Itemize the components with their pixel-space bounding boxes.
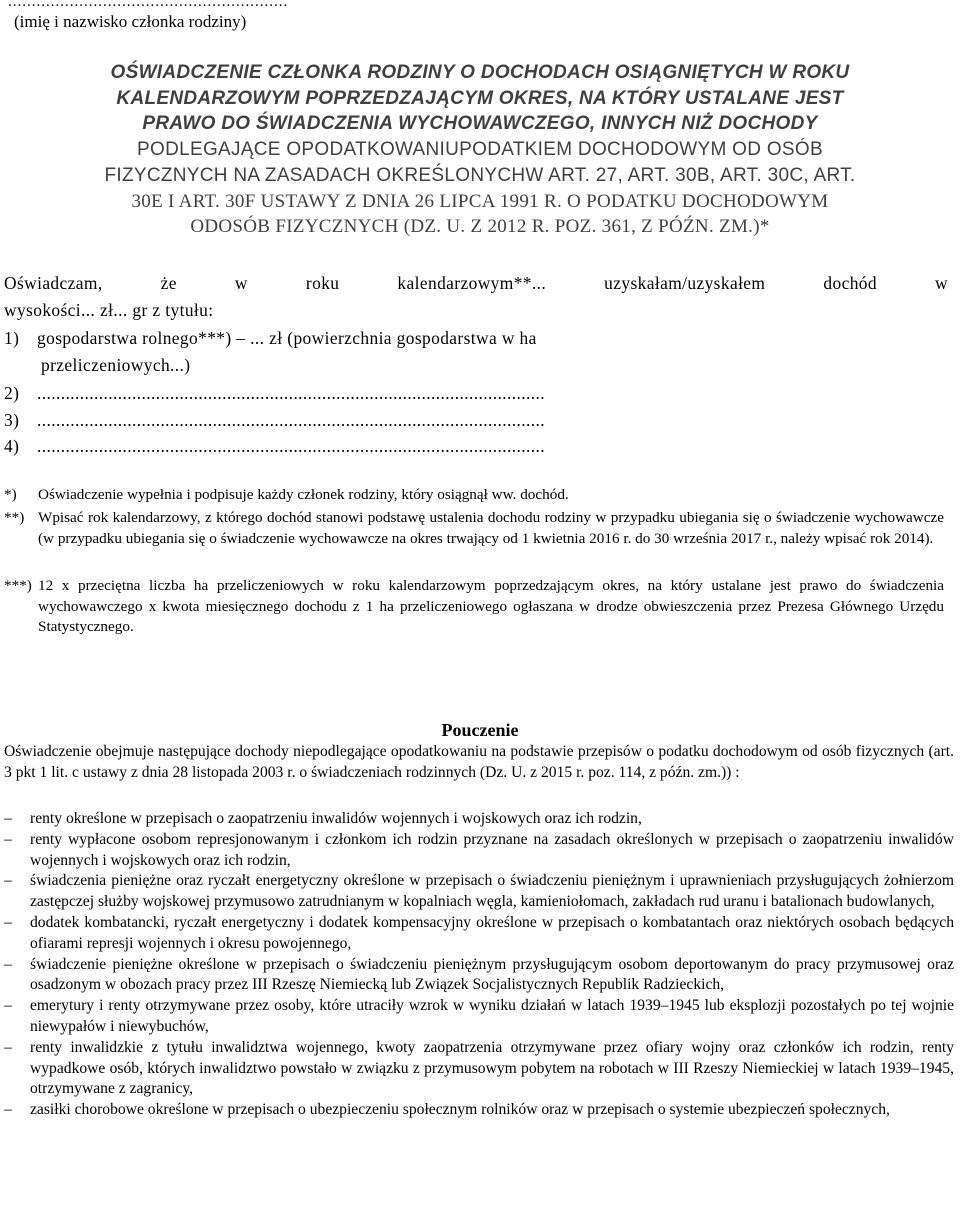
list-item xyxy=(4,1038,954,1100)
list-item-text: dodatek kombatancki, ryczałt energetyczny i dodatek kompensacyjny określone w przepisach o kombatantach oraz niektórych osobach będących ofiarami represji wojennych i okresu powojennego, xyxy=(30,913,954,952)
income-item-2-number: 2) xyxy=(4,383,20,403)
list-item xyxy=(4,1100,954,1121)
name-caption: (imię i nazwisko członka rodziny) xyxy=(14,12,247,31)
title-line-7: ODOSÓB FIZYCZNYCH (DZ. U. Z 2012 R. POZ. 361, Z PÓŹN. ZM.)* xyxy=(190,216,770,238)
footnote-3 xyxy=(4,576,944,638)
income-item-1 xyxy=(4,326,948,350)
list-item-text: emerytury i renty otrzymywane przez osoby, które utraciły wzrok w wyniku działań w latach 1939–1945 lub eksplozji pozostałych po tej wojnie niewypałów i niewybuchów, xyxy=(30,997,954,1035)
exempt-income-list xyxy=(4,809,954,1121)
footnote-2-mark: **) xyxy=(4,509,25,526)
dash-marker: – xyxy=(4,810,12,827)
list-item xyxy=(4,830,954,872)
list-item xyxy=(4,809,954,830)
footnote-2-text: Wpisać rok kalendarzowy, z którego dochód stanowi podstawę ustalenia dochodu rodziny w przypadku ubiegania się o świadczenie wychowawcze (w przypadku ubiegania się o świadczenie wychowawcze na okres trwający od 1 kwietnia 2016 r. do 30 września 2017 r., należy wpisać rok 2014). xyxy=(38,509,944,547)
declaration-line-2: wysokości... zł... gr z tytułu: xyxy=(4,300,214,320)
name-dotted-line: ........................................................... xyxy=(8,0,289,10)
declaration-line-1: Oświadczam, że w roku kalendarzowym**... uzyskałam/uzyskałem dochód w xyxy=(4,273,948,293)
dash-marker: – xyxy=(4,872,12,890)
title-line-4: PODLEGAJĄCE OPODATKOWANIUPODATKIEM DOCHODOWYM OD OSÓB xyxy=(137,139,823,161)
dash-marker: – xyxy=(4,955,12,973)
footnote-3-text: 12 x przeciętna liczba ha przeliczeniowych w roku kalendarzowym poprzedzającym okres, na który ustalane jest prawo do świadczenia wychowawczego x kwota miesięcznego dochodu z 1 ha przeliczeniowego ogłaszana w drodze obwieszczenia przez Prezesa Głównego Urzędu Statystycznego. xyxy=(38,577,944,635)
list-item-text: renty wypłacone osobom represjonowanym i członkom ich rodzin przyznane na zasadach określonych w przepisach o zaopatrzeniu inwalidów wojennych i wojskowych oraz ich rodzin, xyxy=(30,830,954,869)
list-item-text: świadczenia pieniężne oraz ryczałt energetyczny określone w przepisach o świadczeniu pieniężnym i uprawnieniach przysługujących żołnierzom zastępczej służby wojskowej przymusowo zatrudnianym w kopalniach węgla, kamieniołomach, zakładach rud uranu i batalionach budowlanych, xyxy=(30,872,954,911)
income-item-3 xyxy=(4,408,948,432)
income-item-1-continuation: przeliczeniowych...) xyxy=(41,355,191,375)
list-item-text: zasiłki chorobowe określone w przepisach o ubezpieczeniu społecznym rolników oraz w przepisach o systemie ubezpieczeń społecznych, xyxy=(30,1101,890,1119)
footnote-2 xyxy=(4,508,944,549)
income-item-3-number: 3) xyxy=(4,410,20,430)
title-line-5: FIZYCZNYCH NA ZASADACH OKREŚLONYCHW ART. 27, ART. 30B, ART. 30C, ART. xyxy=(104,164,856,186)
dash-marker: – xyxy=(4,1101,12,1119)
list-item-text: świadczenie pieniężne określone w przepisach o świadczeniu pieniężnym przysługującym osobom deportowanym do pracy przymusowej oraz osadzonym w obozach pracy przez III Rzeszę Niemiecką lub Związek Socjalistycznych Republik Radzieckich, xyxy=(30,955,954,994)
income-item-2-dots: ........................................................................................................... xyxy=(37,383,545,403)
list-item xyxy=(4,955,954,997)
footnote-1-mark: *) xyxy=(4,486,17,503)
pouczenie-heading: Pouczenie xyxy=(441,720,519,740)
list-item xyxy=(4,996,954,1038)
income-item-1-number: 1) xyxy=(4,328,20,348)
list-item xyxy=(4,871,954,913)
title-line-3: PRAWO DO ŚWIADCZENIA WYCHOWAWCZEGO, INNYCH NIŻ DOCHODY xyxy=(142,113,818,135)
footnote-1 xyxy=(4,485,944,506)
footnote-1-text: Oświadczenie wypełnia i podpisuje każdy członek rodziny, który osiągnął ww. dochód. xyxy=(38,486,569,503)
income-item-2 xyxy=(4,381,948,405)
income-item-4-number: 4) xyxy=(4,436,20,456)
dash-marker: – xyxy=(4,913,12,931)
income-item-3-dots: ........................................................................................................... xyxy=(37,410,545,430)
document-title xyxy=(10,60,950,240)
title-line-6: 30E I ART. 30F USTAWY Z DNIA 26 LIPCA 1991 R. O PODATKU DOCHODOWYM xyxy=(131,190,829,212)
dash-marker: – xyxy=(4,1038,12,1056)
footnote-3-mark: ***) xyxy=(4,577,32,594)
dash-marker: – xyxy=(4,997,12,1015)
list-item-text: renty określone w przepisach o zaopatrzeniu inwalidów wojennych i wojskowych oraz ich rodzin, xyxy=(30,810,642,827)
income-item-4-dots: ........................................................................................................... xyxy=(37,436,545,456)
list-item xyxy=(4,913,954,955)
list-item-text: renty inwalidzkie z tytułu inwalidztwa wojennego, kwoty zaopatrzenia otrzymywane przez ofiary wojny oraz członków ich rodzin, renty wypadkowe osób, których inwalidztwo powstało w związku z przymusowym pobytem na robotach w III Rzeszy Niemieckiej w latach 1939–1945, otrzymywane z zagranicy, xyxy=(30,1038,954,1098)
title-line-2: KALENDARZOWYM POPRZEDZAJĄCYM OKRES, NA KTÓRY USTALANE JEST xyxy=(116,87,844,109)
income-item-1-text: gospodarstwa rolnego***) – ... zł (powierzchnia gospodarstwa w ha xyxy=(37,328,537,348)
dash-marker: – xyxy=(4,830,12,848)
title-line-1: OŚWIADCZENIE CZŁONKA RODZINY O DOCHODACH OSIĄGNIĘTYCH W ROKU xyxy=(110,62,850,83)
income-item-4 xyxy=(4,434,948,458)
pouczenie-intro: Oświadczenie obejmuje następujące dochody niepodlegające opodatkowaniu na podstawie przepisów o podatku dochodowym od osób fizycznych (art. 3 pkt 1 lit. c ustawy z dnia 28 listopada 2003 r. o świadczeniach rodzinnych (Dz. U. z 2015 r. poz. 114, z późn. zm.)) : xyxy=(4,743,954,781)
